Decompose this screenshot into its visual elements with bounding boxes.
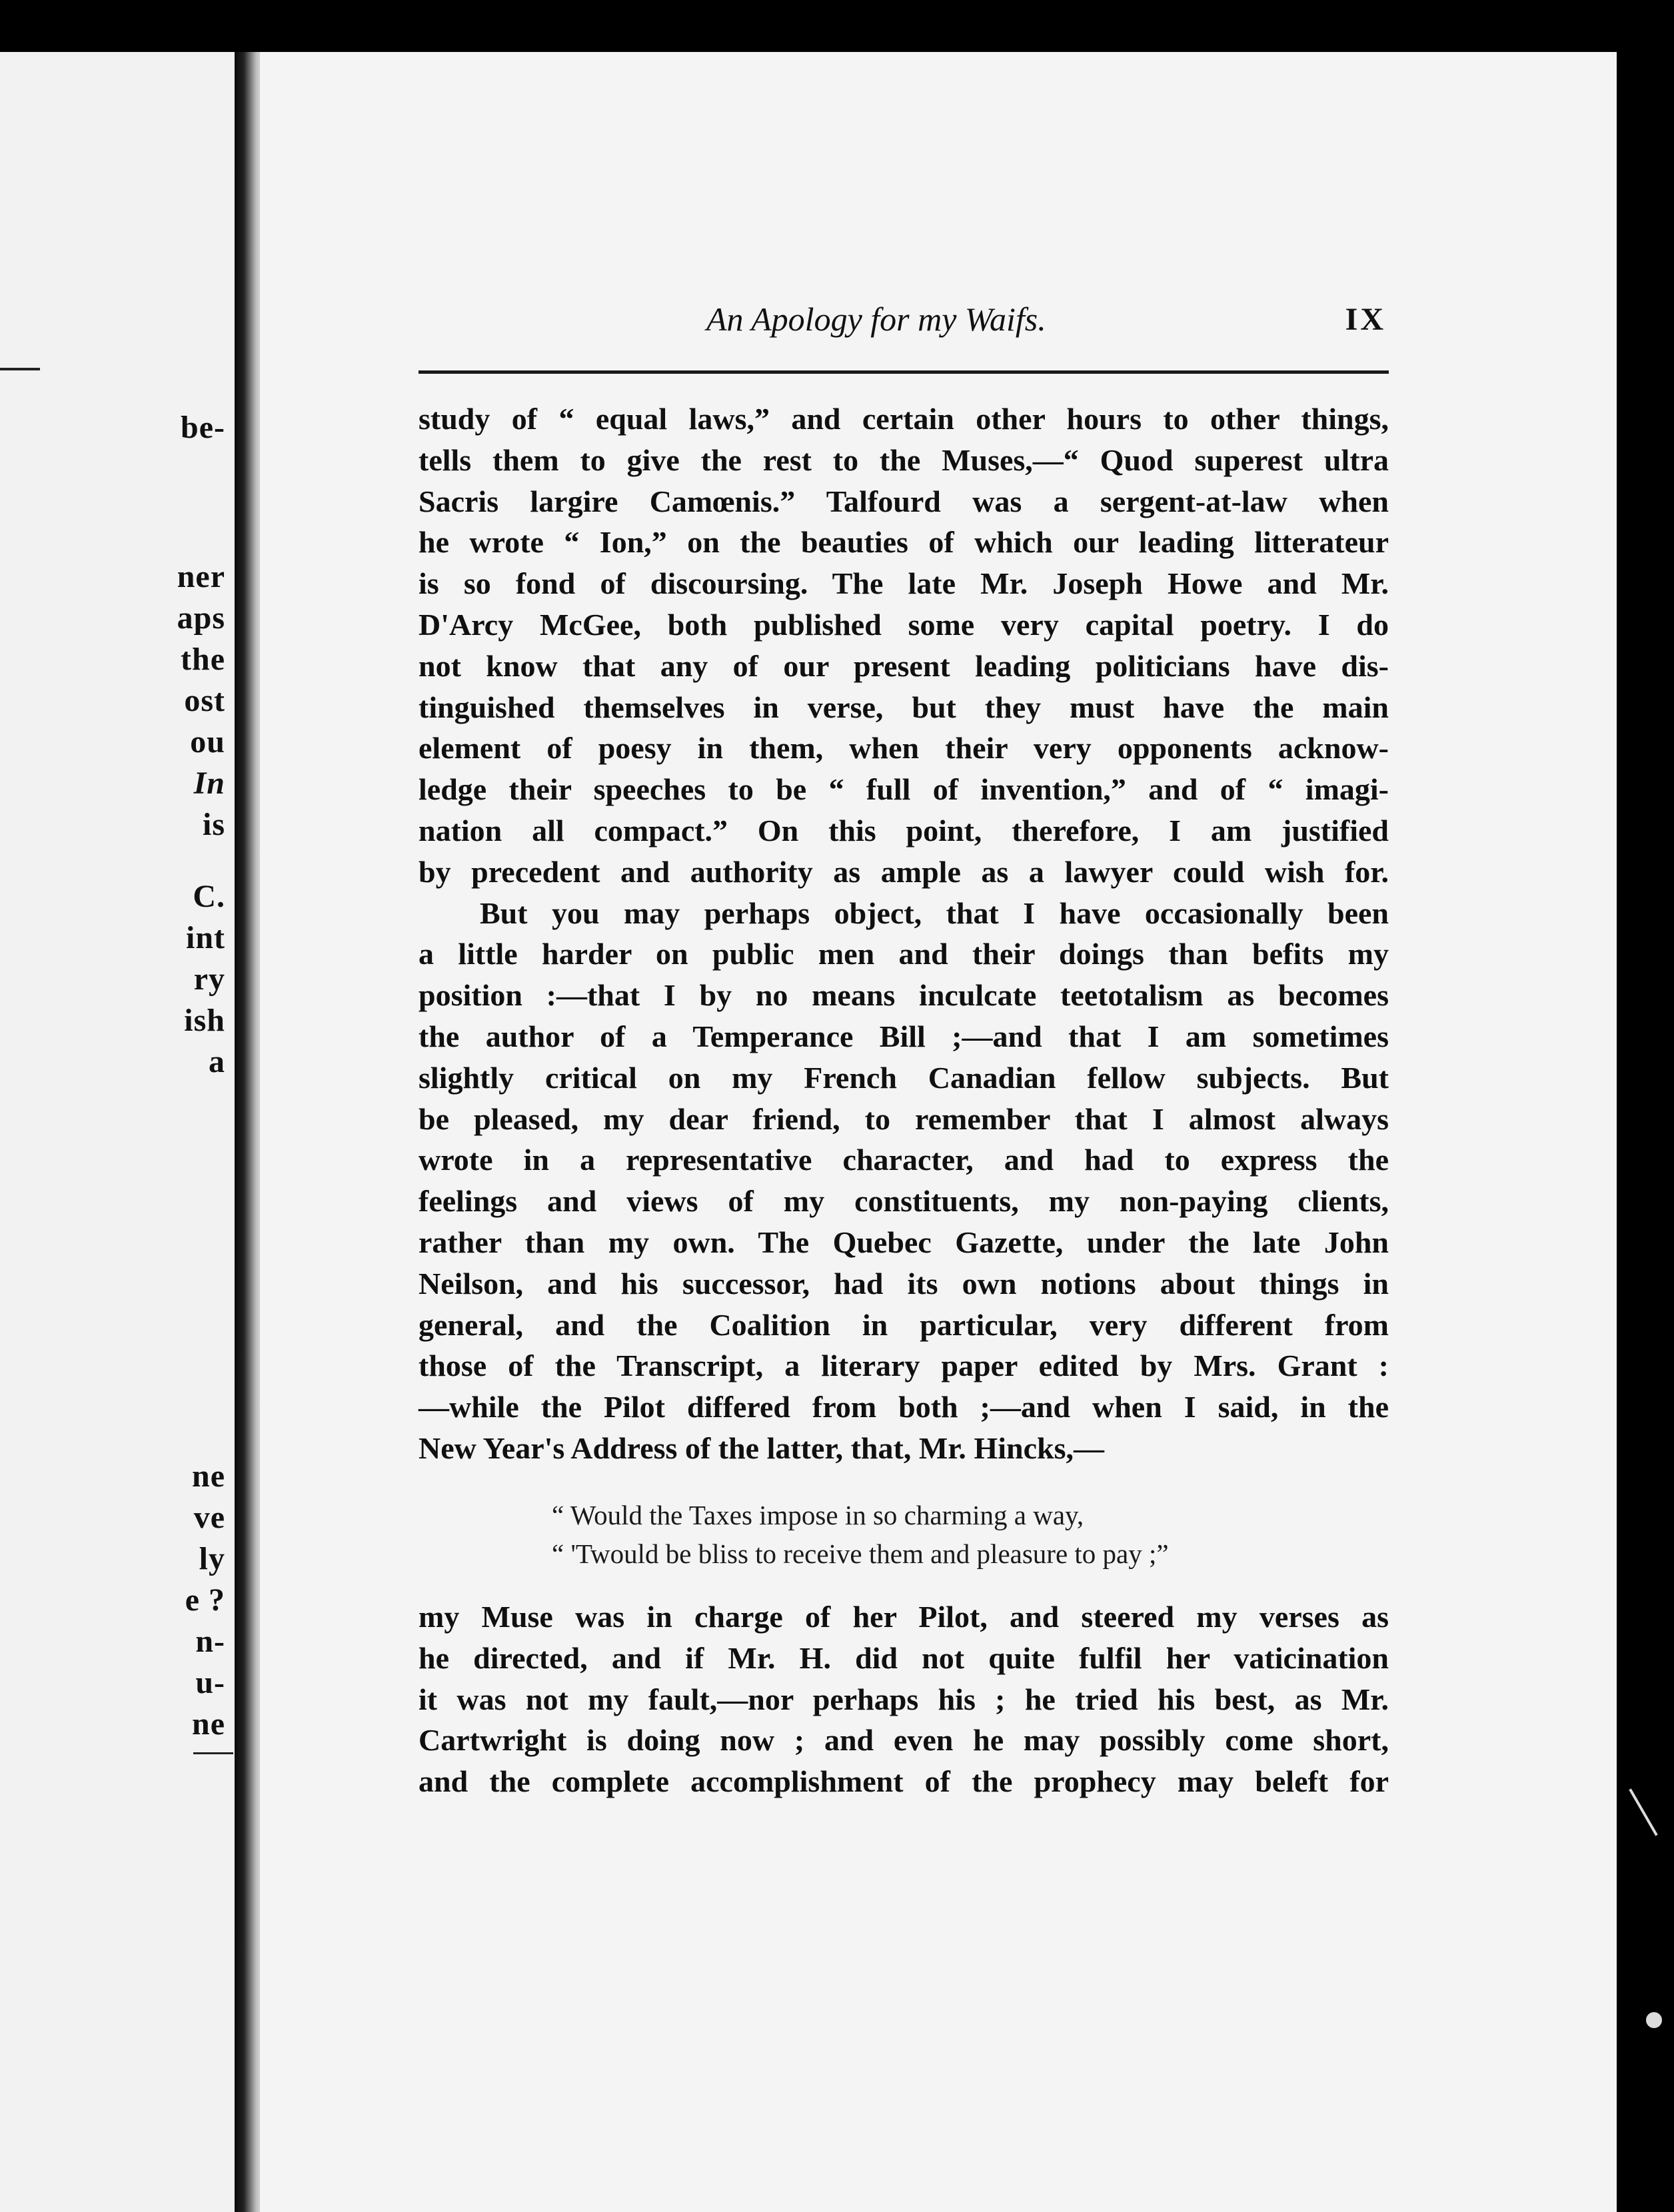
paragraph-1 [418, 398, 1389, 893]
left-page-fragment: aps [177, 600, 225, 636]
left-page-fragment: a [209, 1044, 225, 1079]
text-line: But you may perhaps object, that I have occasionally been [480, 895, 1389, 930]
text-line: nation all compact.” On this point, therefore, I am justified [418, 813, 1389, 847]
text-line: position :—that I by no means inculcate teetotalism as becomes [418, 978, 1389, 1013]
page-body [418, 398, 1389, 1469]
text-line: —while the Pilot differed from both ;—and when I said, in the [418, 1390, 1389, 1424]
left-page-fragment: ou [190, 724, 225, 760]
text-line: rather than my own. The Quebec Gazette, under the late John [418, 1225, 1389, 1259]
text-line: feelings and views of my constituents, my non-paying clients, [418, 1184, 1389, 1219]
paragraph-2 [418, 893, 1389, 1469]
left-page-fragment: ost [184, 683, 225, 718]
left-page-fragment: ne [192, 1706, 225, 1742]
text-line: Sacris largire Camœnis.” Talfourd was a sergent-at-law when [418, 484, 1389, 518]
left-page-fragment: be- [181, 410, 225, 445]
text-line: and the complete accomplishment of the prophecy may beleft for [418, 1764, 1389, 1799]
text-line: Cartwright is doing now ; and even he may possibly come short, [418, 1723, 1389, 1758]
text-line: a little harder on public men and their doings than befits my [418, 937, 1389, 971]
left-page-fragment: ner [177, 559, 225, 594]
header-rule [418, 370, 1389, 374]
page-number: IX [1345, 302, 1386, 337]
scan-edge-mark [1629, 1788, 1657, 1836]
left-page-rule [0, 368, 40, 370]
left-page-fragment: ly [199, 1541, 225, 1576]
text-line: it was not my fault,—nor perhaps his ; he tried his best, as Mr. [418, 1682, 1389, 1716]
text-line: is so fond of discoursing. The late Mr. Joseph Howe and Mr. [418, 566, 1389, 601]
text-line: by precedent and authority as ample as a lawyer could wish for. [418, 854, 1389, 889]
text-line: he wrote “ Ion,” on the beauties of which our leading litterateur [418, 525, 1389, 560]
text-line: tells them to give the rest to the Muses,—“ Quod superest ultra [418, 442, 1389, 477]
left-page-fragment: ry [193, 961, 225, 997]
text-line: wrote in a representative character, and had to express the [418, 1143, 1389, 1177]
left-page-fragment: ve [193, 1500, 225, 1535]
left-page-fragment: ish [184, 1003, 225, 1038]
text-line: New Year's Address of the latter, that, Mr. Hincks,— [418, 1430, 1104, 1465]
text-line: element of poesy in them, when their very opponents acknow- [418, 731, 1389, 766]
paragraph-3 [418, 1596, 1389, 1802]
left-page-fragment: n- [195, 1624, 225, 1659]
text-line: tinguished themselves in verse, but they must have the main [418, 690, 1389, 724]
left-page-fragment: e ? [185, 1582, 225, 1618]
left-page-fragment: In [193, 766, 225, 801]
verse-line: “ 'Twould be bliss to receive them and pleasure to pay ;” [552, 1538, 1169, 1569]
text-line: those of the Transcript, a literary paper edited by Mrs. Grant : [418, 1349, 1389, 1383]
left-page-fragment: int [185, 920, 225, 955]
text-line: not know that any of our present leading politicians have dis- [418, 648, 1389, 683]
running-head: An Apology for my Waifs. [706, 300, 1046, 338]
text-line: Neilson, and his successor, had its own notions about things in [418, 1266, 1389, 1301]
left-page-fragment: u- [195, 1665, 225, 1700]
left-facing-page [0, 52, 243, 2212]
left-page-fragment: the [181, 642, 225, 677]
left-page-fragment: C. [193, 879, 225, 914]
left-page-fragment: ne [192, 1458, 225, 1494]
left-page-fragment: is [202, 807, 225, 842]
left-page-rule [193, 1752, 233, 1754]
text-line: ledge their speeches to be “ full of invention,” and of “ imagi- [418, 772, 1389, 807]
text-line: he directed, and if Mr. H. did not quite fulfil her vaticination [418, 1640, 1389, 1675]
text-line: slightly critical on my French Canadian fellow subjects. But [418, 1060, 1389, 1095]
scan-edge-mark [1646, 2012, 1662, 2028]
text-line: my Muse was in charge of her Pilot, and steered my verses as [418, 1600, 1389, 1634]
text-line: study of “ equal laws,” and certain other hours to other things, [418, 402, 1389, 436]
page-header [706, 300, 1386, 342]
verse-line: “ Would the Taxes impose in so charming a way, [552, 1500, 1084, 1530]
text-line: be pleased, my dear friend, to remember that I almost always [418, 1101, 1389, 1136]
text-line: general, and the Coalition in particular, very different from [418, 1307, 1389, 1342]
text-line: the author of a Temperance Bill ;—and that I am sometimes [418, 1019, 1389, 1053]
text-line: D'Arcy McGee, both published some very capital poetry. I do [418, 607, 1389, 642]
